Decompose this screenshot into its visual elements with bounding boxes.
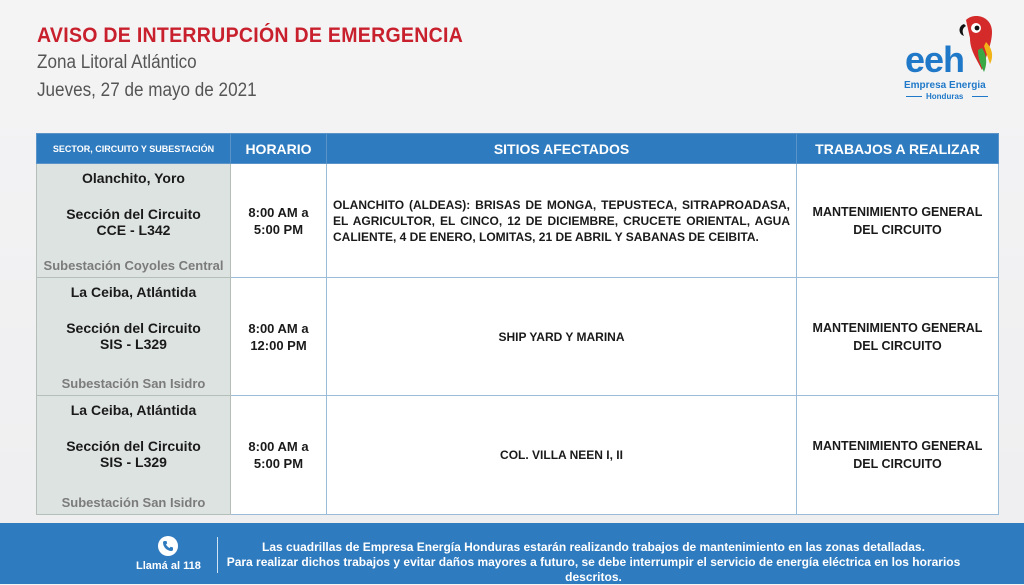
footer-bar bbox=[0, 523, 1024, 584]
section-label: Sección del Circuito bbox=[66, 320, 201, 336]
horario-end: 12:00 PM bbox=[250, 337, 307, 353]
logo-rule-left bbox=[906, 96, 922, 97]
horario-end: 5:00 PM bbox=[253, 456, 304, 471]
header-trabajos: TRABAJOS A REALIZAR bbox=[797, 134, 999, 164]
logo-company-line: Empresa Energia bbox=[904, 80, 986, 91]
zone-subtitle: Zona Litoral Atlántico bbox=[37, 52, 197, 73]
section-label: Sección del Circuito bbox=[66, 438, 201, 454]
table-row bbox=[37, 278, 999, 396]
circuit-section bbox=[37, 438, 230, 470]
footer-divider bbox=[217, 537, 218, 573]
notice-header bbox=[37, 24, 495, 102]
circuit-code: SIS - L329 bbox=[100, 336, 167, 352]
outage-table bbox=[36, 133, 999, 515]
sector-cell bbox=[37, 278, 231, 396]
horario-start: 8:00 AM a bbox=[248, 439, 309, 454]
phone-label[interactable]: Llamá al 118 bbox=[136, 560, 201, 572]
footer-message bbox=[226, 540, 961, 585]
trabajos-line1: MANTENIMIENTO GENERAL bbox=[812, 439, 983, 453]
substation-name: Subestación Coyoles Central bbox=[43, 258, 224, 273]
circuit-section bbox=[37, 320, 230, 352]
trabajos-line1: MANTENIMIENTO GENERAL bbox=[812, 204, 983, 219]
horario-cell bbox=[231, 396, 327, 515]
trabajos-line2: DEL CIRCUITO bbox=[853, 338, 942, 353]
table-row bbox=[37, 164, 999, 278]
sitios-cell: COL. VILLA NEEN I, II bbox=[327, 396, 797, 515]
sector-place: Olanchito, Yoro bbox=[82, 170, 185, 186]
circuit-code: SIS - L329 bbox=[100, 454, 167, 470]
sector-cell bbox=[37, 396, 231, 515]
footer-line2: Para realizar dichos trabajos y evitar daños mayores a futuro, se debe interrumpir el servicio de energía eléctrica en los horarios descritos. bbox=[226, 555, 961, 584]
table-row bbox=[37, 396, 999, 515]
phone-icon[interactable] bbox=[158, 536, 178, 556]
sector-place: La Ceiba, Atlántida bbox=[70, 402, 197, 418]
trabajos-cell bbox=[797, 164, 999, 278]
trabajos-line1: MANTENIMIENTO GENERAL bbox=[812, 320, 983, 335]
trabajos-cell bbox=[797, 396, 999, 515]
horario-cell bbox=[231, 164, 327, 278]
header-horario: HORARIO bbox=[231, 134, 327, 164]
logo-rule-right bbox=[972, 96, 988, 97]
phone-glyph bbox=[162, 540, 174, 552]
sitios-cell: SHIP YARD Y MARINA bbox=[327, 278, 797, 396]
logo-country-line: Honduras bbox=[926, 92, 964, 101]
horario-end: 5:00 PM bbox=[253, 221, 304, 237]
substation-name: Subestación San Isidro bbox=[61, 495, 206, 510]
sitios-cell: OLANCHITO (ALDEAS): BRISAS DE MONGA, TEPUSTECA, SITRAPROADASA, EL AGRICULTOR, EL CINCO, 12 DE DICIEMBRE, CRUCETE ORIENTAL, AGUA CALIENTE, 4 DE ENERO, LOMITAS, 21 DE ABRIL Y SABANAS DE CEIBITA. bbox=[327, 164, 797, 278]
table-header-row bbox=[37, 134, 999, 164]
trabajos-line2: DEL CIRCUITO bbox=[853, 222, 942, 237]
header-sector: SECTOR, CIRCUITO Y SUBESTACIÓN bbox=[37, 134, 231, 164]
horario-cell bbox=[231, 278, 327, 396]
horario-start: 8:00 AM a bbox=[248, 204, 309, 220]
date-subtitle: Jueves, 27 de mayo de 2021 bbox=[37, 80, 257, 101]
sector-place: La Ceiba, Atlántida bbox=[70, 284, 197, 300]
section-label: Sección del Circuito bbox=[66, 206, 201, 222]
substation-name: Subestación San Isidro bbox=[61, 376, 206, 391]
logo-wordmark: eeh bbox=[905, 39, 965, 80]
header-sitios: SITIOS AFECTADOS bbox=[327, 134, 797, 164]
eeh-logo bbox=[900, 14, 1000, 104]
trabajos-cell bbox=[797, 278, 999, 396]
sector-cell bbox=[37, 164, 231, 278]
horario-start: 8:00 AM a bbox=[248, 320, 309, 336]
circuit-code: CCE - L342 bbox=[96, 222, 171, 238]
trabajos-line2: DEL CIRCUITO bbox=[853, 457, 942, 471]
circuit-section bbox=[37, 206, 230, 238]
footer-line1: Las cuadrillas de Empresa Energía Honduras estarán realizando trabajos de mantenimiento en las zonas detalladas. bbox=[262, 540, 925, 554]
notice-title: AVISO DE INTERRUPCIÓN DE EMERGENCIA bbox=[37, 24, 464, 47]
